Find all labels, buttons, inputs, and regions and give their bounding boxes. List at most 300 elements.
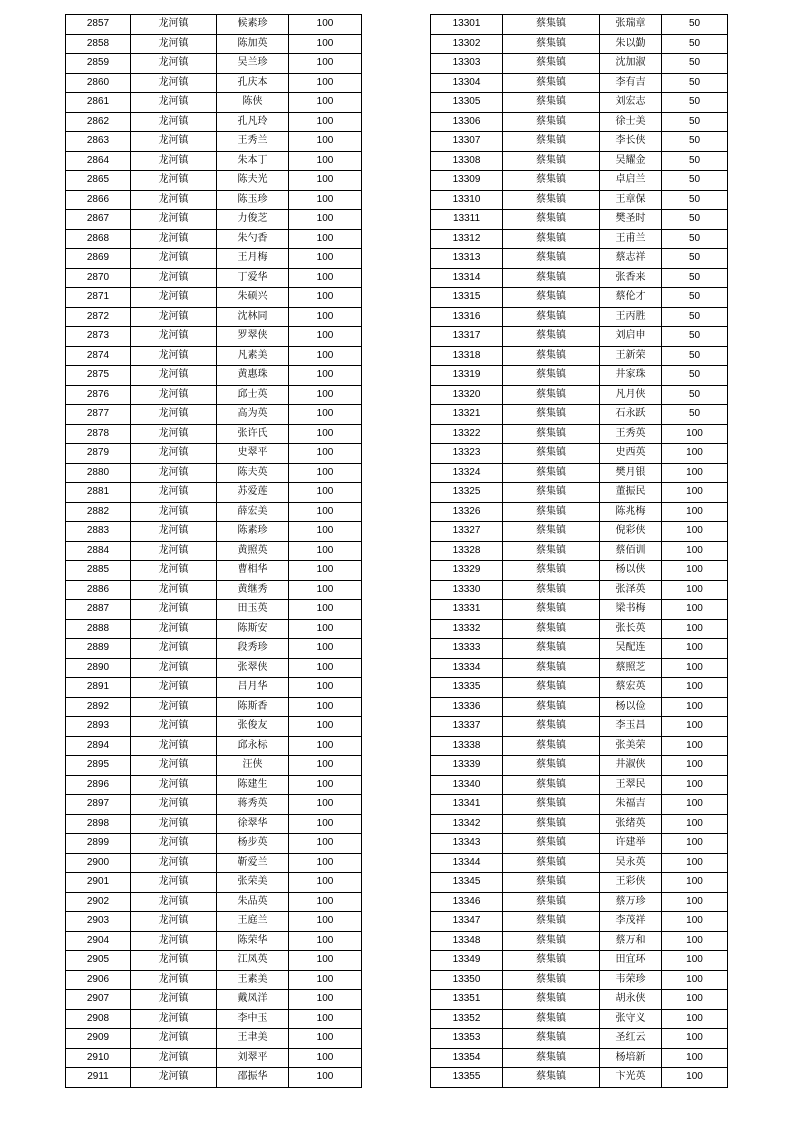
serial-number-cell: 2900 (66, 853, 131, 873)
serial-number-cell: 2879 (66, 444, 131, 464)
town-cell: 蔡集镇 (503, 912, 600, 932)
town-cell: 龙河镇 (131, 561, 217, 581)
name-cell: 刘翠平 (217, 1048, 289, 1068)
serial-number-cell: 2869 (66, 249, 131, 269)
table-row (431, 190, 728, 210)
table-row (431, 229, 728, 249)
serial-number-cell: 2884 (66, 541, 131, 561)
amount-cell: 100 (289, 346, 362, 366)
table-row (431, 34, 728, 54)
amount-cell: 100 (289, 366, 362, 386)
table-row (66, 268, 362, 288)
town-cell: 龙河镇 (131, 736, 217, 756)
town-cell: 龙河镇 (131, 931, 217, 951)
amount-cell: 100 (662, 678, 728, 698)
serial-number-cell: 13337 (431, 717, 503, 737)
serial-number-cell: 13335 (431, 678, 503, 698)
serial-number-cell: 13345 (431, 873, 503, 893)
name-cell: 石永跃 (600, 405, 662, 425)
amount-cell: 100 (662, 1068, 728, 1088)
town-cell: 蔡集镇 (503, 697, 600, 717)
table-row (431, 970, 728, 990)
name-cell: 孔凡玲 (217, 112, 289, 132)
amount-cell: 100 (662, 853, 728, 873)
amount-cell: 100 (289, 132, 362, 152)
serial-number-cell: 13333 (431, 639, 503, 659)
table-row (431, 54, 728, 74)
table-row (431, 1068, 728, 1088)
name-cell: 张守义 (600, 1009, 662, 1029)
name-cell: 李茂祥 (600, 912, 662, 932)
name-cell: 陈斯香 (217, 697, 289, 717)
table-row (66, 366, 362, 386)
serial-number-cell: 13310 (431, 190, 503, 210)
table-row (431, 853, 728, 873)
name-cell: 吴耀金 (600, 151, 662, 171)
name-cell: 薛宏美 (217, 502, 289, 522)
amount-cell: 100 (289, 561, 362, 581)
amount-cell: 50 (662, 405, 728, 425)
name-cell: 陈建生 (217, 775, 289, 795)
town-cell: 蔡集镇 (503, 502, 600, 522)
town-cell: 龙河镇 (131, 249, 217, 269)
serial-number-cell: 13326 (431, 502, 503, 522)
serial-number-cell: 13355 (431, 1068, 503, 1088)
name-cell: 蔡万和 (600, 931, 662, 951)
town-cell: 蔡集镇 (503, 1009, 600, 1029)
serial-number-cell: 13307 (431, 132, 503, 152)
table-row (431, 463, 728, 483)
name-cell: 张长英 (600, 619, 662, 639)
town-cell: 蔡集镇 (503, 93, 600, 113)
name-cell: 朱以勤 (600, 34, 662, 54)
amount-cell: 50 (662, 268, 728, 288)
amount-cell: 100 (289, 522, 362, 542)
name-cell: 陈加英 (217, 34, 289, 54)
table-row (431, 424, 728, 444)
table-row (66, 151, 362, 171)
name-cell: 朱品英 (217, 892, 289, 912)
table-row (66, 717, 362, 737)
town-cell: 龙河镇 (131, 307, 217, 327)
name-cell: 李有吉 (600, 73, 662, 93)
amount-cell: 100 (289, 171, 362, 191)
name-cell: 蔡宏英 (600, 678, 662, 698)
table-row (431, 658, 728, 678)
name-cell: 史西英 (600, 444, 662, 464)
town-cell: 龙河镇 (131, 678, 217, 698)
town-cell: 蔡集镇 (503, 834, 600, 854)
amount-cell: 100 (289, 717, 362, 737)
town-cell: 龙河镇 (131, 463, 217, 483)
amount-cell: 100 (662, 541, 728, 561)
amount-cell: 100 (662, 990, 728, 1010)
name-cell: 黄惠珠 (217, 366, 289, 386)
amount-cell: 50 (662, 190, 728, 210)
name-cell: 张绪英 (600, 814, 662, 834)
town-cell: 蔡集镇 (503, 756, 600, 776)
table-row (431, 795, 728, 815)
table-row (431, 483, 728, 503)
town-cell: 龙河镇 (131, 873, 217, 893)
table-row (431, 600, 728, 620)
table-row (66, 444, 362, 464)
serial-number-cell: 2883 (66, 522, 131, 542)
amount-cell: 100 (662, 600, 728, 620)
name-cell: 段秀珍 (217, 639, 289, 659)
town-cell: 蔡集镇 (503, 853, 600, 873)
amount-cell: 100 (289, 853, 362, 873)
table-row (66, 171, 362, 191)
name-cell: 刘启申 (600, 327, 662, 347)
amount-cell: 100 (289, 639, 362, 659)
amount-cell: 100 (289, 249, 362, 269)
serial-number-cell: 2860 (66, 73, 131, 93)
table-row (431, 132, 728, 152)
amount-cell: 100 (289, 990, 362, 1010)
name-cell: 史翠平 (217, 444, 289, 464)
table-row (66, 580, 362, 600)
table-row (431, 736, 728, 756)
serial-number-cell: 13327 (431, 522, 503, 542)
town-cell: 龙河镇 (131, 366, 217, 386)
amount-cell: 100 (662, 658, 728, 678)
town-cell: 龙河镇 (131, 600, 217, 620)
town-cell: 蔡集镇 (503, 385, 600, 405)
name-cell: 吴配连 (600, 639, 662, 659)
table-row (431, 619, 728, 639)
table-row (431, 405, 728, 425)
table-row (66, 600, 362, 620)
amount-cell: 50 (662, 249, 728, 269)
serial-number-cell: 13338 (431, 736, 503, 756)
serial-number-cell: 13313 (431, 249, 503, 269)
serial-number-cell: 2872 (66, 307, 131, 327)
table-row (431, 502, 728, 522)
table-row (431, 346, 728, 366)
town-cell: 龙河镇 (131, 15, 217, 35)
serial-number-cell: 2904 (66, 931, 131, 951)
name-cell: 王章保 (600, 190, 662, 210)
town-cell: 蔡集镇 (503, 15, 600, 35)
amount-cell: 100 (662, 970, 728, 990)
town-cell: 龙河镇 (131, 1029, 217, 1049)
serial-number-cell: 2875 (66, 366, 131, 386)
name-cell: 沈加淑 (600, 54, 662, 74)
town-cell: 蔡集镇 (503, 970, 600, 990)
serial-number-cell: 2867 (66, 210, 131, 230)
table-row (431, 990, 728, 1010)
table-row (431, 249, 728, 269)
name-cell: 胡永侠 (600, 990, 662, 1010)
amount-cell: 50 (662, 346, 728, 366)
name-cell: 陈夫英 (217, 463, 289, 483)
name-cell: 陈侠 (217, 93, 289, 113)
serial-number-cell: 13318 (431, 346, 503, 366)
serial-number-cell: 2859 (66, 54, 131, 74)
serial-number-cell: 2902 (66, 892, 131, 912)
name-cell: 邵振华 (217, 1068, 289, 1088)
amount-cell: 100 (289, 678, 362, 698)
table-row (66, 658, 362, 678)
serial-number-cell: 13311 (431, 210, 503, 230)
serial-number-cell: 2889 (66, 639, 131, 659)
town-cell: 龙河镇 (131, 619, 217, 639)
amount-cell: 100 (662, 444, 728, 464)
name-cell: 韦荣珍 (600, 970, 662, 990)
table-row (431, 522, 728, 542)
town-cell: 蔡集镇 (503, 775, 600, 795)
serial-number-cell: 2882 (66, 502, 131, 522)
name-cell: 张美荣 (600, 736, 662, 756)
table-row (66, 424, 362, 444)
serial-number-cell: 2858 (66, 34, 131, 54)
table-row (66, 756, 362, 776)
table-row (431, 931, 728, 951)
town-cell: 蔡集镇 (503, 112, 600, 132)
serial-number-cell: 2863 (66, 132, 131, 152)
amount-cell: 50 (662, 15, 728, 35)
serial-number-cell: 13334 (431, 658, 503, 678)
amount-cell: 100 (289, 54, 362, 74)
serial-number-cell: 13315 (431, 288, 503, 308)
amount-cell: 100 (289, 405, 362, 425)
name-cell: 梁书梅 (600, 600, 662, 620)
table-row (66, 483, 362, 503)
town-cell: 龙河镇 (131, 814, 217, 834)
table-row (66, 346, 362, 366)
right-table (430, 14, 728, 1088)
amount-cell: 50 (662, 288, 728, 308)
table-row (431, 912, 728, 932)
town-cell: 龙河镇 (131, 151, 217, 171)
table-row (66, 210, 362, 230)
name-cell: 徐士美 (600, 112, 662, 132)
table-row (66, 853, 362, 873)
town-cell: 龙河镇 (131, 327, 217, 347)
town-cell: 蔡集镇 (503, 580, 600, 600)
town-cell: 蔡集镇 (503, 346, 600, 366)
amount-cell: 100 (289, 795, 362, 815)
town-cell: 龙河镇 (131, 288, 217, 308)
table-row (431, 697, 728, 717)
town-cell: 蔡集镇 (503, 639, 600, 659)
amount-cell: 100 (289, 775, 362, 795)
table-row (66, 892, 362, 912)
town-cell: 蔡集镇 (503, 483, 600, 503)
amount-cell: 100 (662, 951, 728, 971)
town-cell: 龙河镇 (131, 268, 217, 288)
table-row (66, 736, 362, 756)
town-cell: 蔡集镇 (503, 873, 600, 893)
serial-number-cell: 13344 (431, 853, 503, 873)
serial-number-cell: 13350 (431, 970, 503, 990)
town-cell: 蔡集镇 (503, 171, 600, 191)
serial-number-cell: 13349 (431, 951, 503, 971)
amount-cell: 100 (662, 639, 728, 659)
name-cell: 陈斯安 (217, 619, 289, 639)
amount-cell: 100 (662, 795, 728, 815)
serial-number-cell: 2888 (66, 619, 131, 639)
town-cell: 龙河镇 (131, 951, 217, 971)
town-cell: 蔡集镇 (503, 463, 600, 483)
name-cell: 刘宏志 (600, 93, 662, 113)
table-row (431, 112, 728, 132)
serial-number-cell: 13305 (431, 93, 503, 113)
name-cell: 王秀英 (600, 424, 662, 444)
amount-cell: 100 (662, 931, 728, 951)
table-row (66, 541, 362, 561)
serial-number-cell: 2903 (66, 912, 131, 932)
serial-number-cell: 2893 (66, 717, 131, 737)
table-row (66, 229, 362, 249)
table-row (66, 34, 362, 54)
serial-number-cell: 13320 (431, 385, 503, 405)
amount-cell: 100 (289, 873, 362, 893)
name-cell: 蔡佰训 (600, 541, 662, 561)
table-row (431, 580, 728, 600)
serial-number-cell: 2907 (66, 990, 131, 1010)
town-cell: 龙河镇 (131, 580, 217, 600)
amount-cell: 50 (662, 327, 728, 347)
amount-cell: 50 (662, 171, 728, 191)
table-row (66, 697, 362, 717)
amount-cell: 100 (662, 775, 728, 795)
name-cell: 朱本丁 (217, 151, 289, 171)
serial-number-cell: 13314 (431, 268, 503, 288)
amount-cell: 100 (289, 931, 362, 951)
table-row (66, 93, 362, 113)
town-cell: 蔡集镇 (503, 1029, 600, 1049)
table-row (66, 951, 362, 971)
amount-cell: 100 (662, 756, 728, 776)
amount-cell: 50 (662, 151, 728, 171)
table-row (66, 970, 362, 990)
table-row (66, 1029, 362, 1049)
table-row (431, 151, 728, 171)
table-row (431, 775, 728, 795)
town-cell: 龙河镇 (131, 54, 217, 74)
table-row (66, 834, 362, 854)
amount-cell: 100 (662, 424, 728, 444)
serial-number-cell: 13354 (431, 1048, 503, 1068)
name-cell: 陈荣华 (217, 931, 289, 951)
town-cell: 龙河镇 (131, 892, 217, 912)
name-cell: 王聿美 (217, 1029, 289, 1049)
table-row (66, 502, 362, 522)
amount-cell: 100 (662, 580, 728, 600)
name-cell: 蔡万珍 (600, 892, 662, 912)
amount-cell: 100 (662, 1029, 728, 1049)
amount-cell: 100 (662, 873, 728, 893)
name-cell: 朱勺香 (217, 229, 289, 249)
table-row (66, 795, 362, 815)
name-cell: 黄照英 (217, 541, 289, 561)
name-cell: 丁爱华 (217, 268, 289, 288)
table-row (431, 1009, 728, 1029)
name-cell: 凡素美 (217, 346, 289, 366)
name-cell: 苏爱莲 (217, 483, 289, 503)
name-cell: 力俊芝 (217, 210, 289, 230)
serial-number-cell: 13325 (431, 483, 503, 503)
table-row (431, 93, 728, 113)
town-cell: 龙河镇 (131, 1048, 217, 1068)
amount-cell: 100 (289, 541, 362, 561)
name-cell: 吕月华 (217, 678, 289, 698)
amount-cell: 100 (289, 34, 362, 54)
town-cell: 龙河镇 (131, 717, 217, 737)
amount-cell: 100 (289, 385, 362, 405)
town-cell: 蔡集镇 (503, 736, 600, 756)
serial-number-cell: 2876 (66, 385, 131, 405)
name-cell: 张俊友 (217, 717, 289, 737)
amount-cell: 50 (662, 229, 728, 249)
town-cell: 蔡集镇 (503, 1068, 600, 1088)
table-row (66, 385, 362, 405)
town-cell: 龙河镇 (131, 385, 217, 405)
town-cell: 龙河镇 (131, 132, 217, 152)
name-cell: 张荣美 (217, 873, 289, 893)
serial-number-cell: 2862 (66, 112, 131, 132)
town-cell: 龙河镇 (131, 1068, 217, 1088)
town-cell: 龙河镇 (131, 1009, 217, 1029)
amount-cell: 100 (662, 561, 728, 581)
serial-number-cell: 2896 (66, 775, 131, 795)
amount-cell: 100 (289, 268, 362, 288)
name-cell: 樊圣时 (600, 210, 662, 230)
amount-cell: 50 (662, 93, 728, 113)
name-cell: 蔡伦才 (600, 288, 662, 308)
amount-cell: 100 (662, 502, 728, 522)
town-cell: 蔡集镇 (503, 268, 600, 288)
town-cell: 龙河镇 (131, 34, 217, 54)
town-cell: 蔡集镇 (503, 366, 600, 386)
name-cell: 杨以俭 (600, 697, 662, 717)
amount-cell: 100 (289, 736, 362, 756)
amount-cell: 100 (662, 619, 728, 639)
serial-number-cell: 13304 (431, 73, 503, 93)
table-row (431, 366, 728, 386)
amount-cell: 100 (289, 424, 362, 444)
serial-number-cell: 13352 (431, 1009, 503, 1029)
name-cell: 董振民 (600, 483, 662, 503)
serial-number-cell: 13301 (431, 15, 503, 35)
table-row (431, 385, 728, 405)
name-cell: 倪彩侠 (600, 522, 662, 542)
serial-number-cell: 13353 (431, 1029, 503, 1049)
name-cell: 吴永英 (600, 853, 662, 873)
name-cell: 孔庆本 (217, 73, 289, 93)
serial-number-cell: 2865 (66, 171, 131, 191)
table-row (66, 73, 362, 93)
table-row (66, 288, 362, 308)
table-row (431, 541, 728, 561)
amount-cell: 50 (662, 366, 728, 386)
name-cell: 蒋秀英 (217, 795, 289, 815)
amount-cell: 100 (662, 522, 728, 542)
town-cell: 蔡集镇 (503, 151, 600, 171)
amount-cell: 100 (289, 15, 362, 35)
amount-cell: 100 (289, 1048, 362, 1068)
town-cell: 龙河镇 (131, 853, 217, 873)
name-cell: 黄继秀 (217, 580, 289, 600)
amount-cell: 100 (289, 912, 362, 932)
amount-cell: 50 (662, 34, 728, 54)
town-cell: 蔡集镇 (503, 658, 600, 678)
amount-cell: 100 (289, 1068, 362, 1088)
amount-cell: 100 (289, 619, 362, 639)
table-row (66, 463, 362, 483)
